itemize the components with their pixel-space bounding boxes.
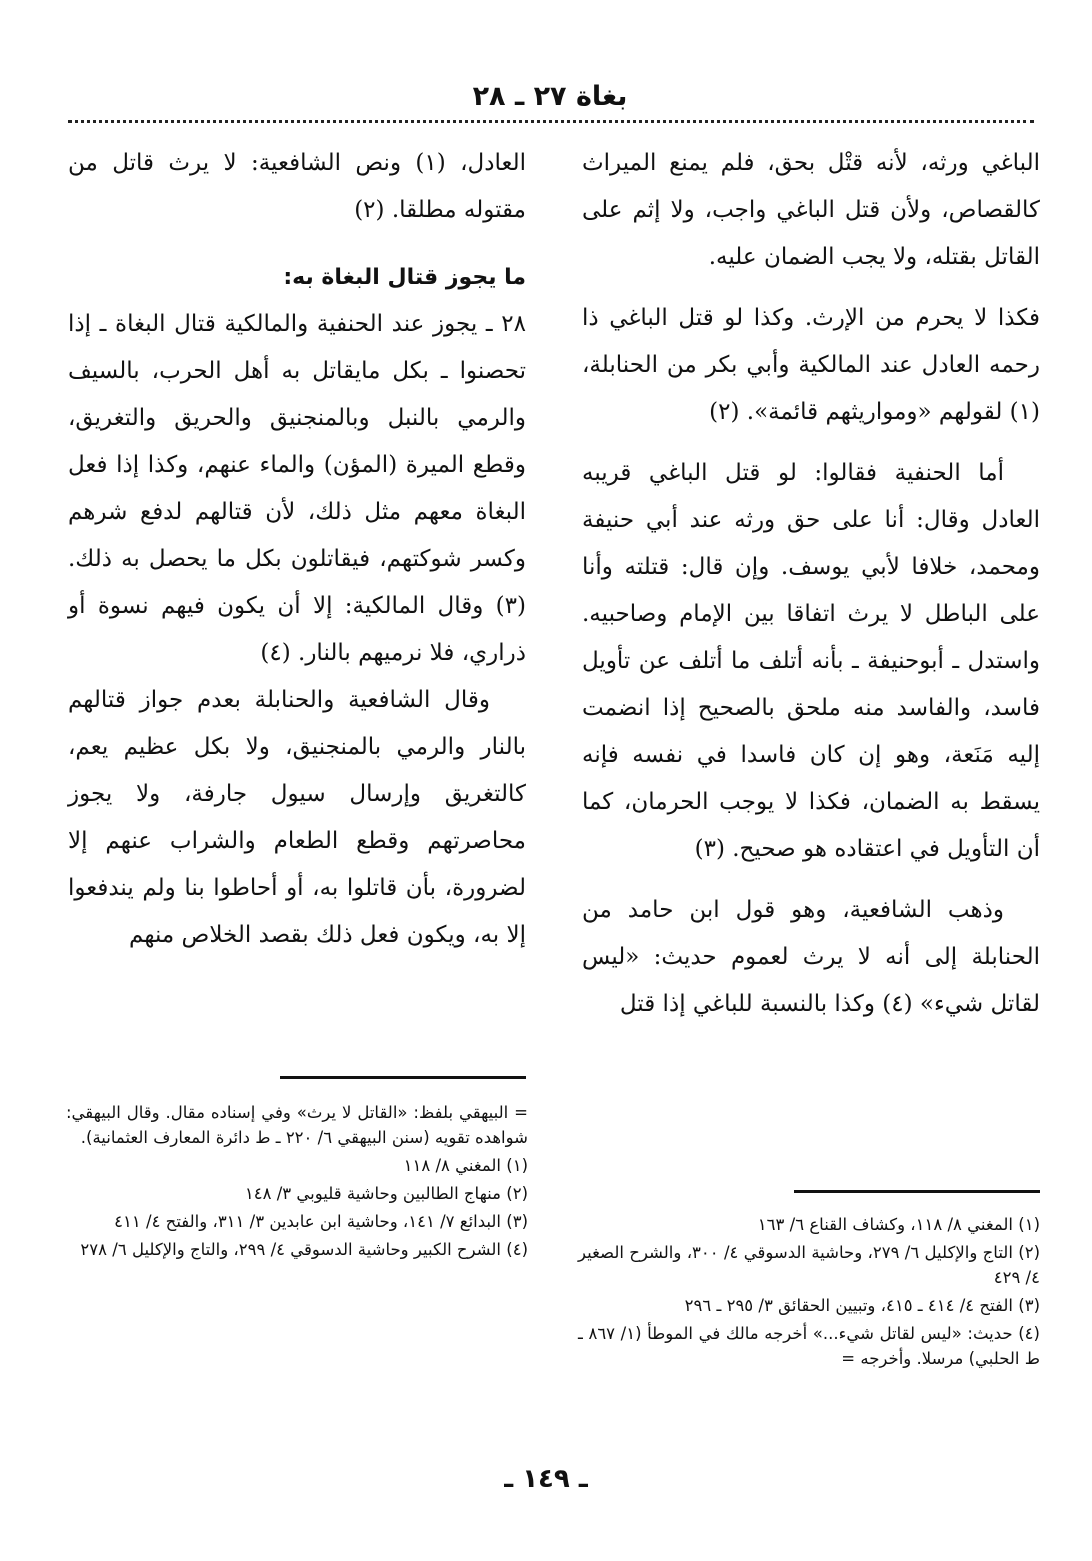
left-paragraph-3: وقال الشافعية والحنابلة بعدم جواز قتالهم بالنار والرمي بالمنجنيق، ولا بكل عظيم يعم، كالتغريق وإرسال سيول جارفة، ولا يجوز محاصرتهم وقطع الطعام والشراب عنهم إلا لضرورة، بأن قاتلوا به، أو أحاطوا بنا ولم يندفعوا إلا به، ويكون فعل ذلك بقصد الخلاص منهم xyxy=(68,687,526,948)
footnote-left-3: (٣) البدائع ٧/ ١٤١، وحاشية ابن عابدين ٣/ ٣١١، والفتح ٤/ ٤١١ xyxy=(114,1212,528,1231)
footnote-rule-left xyxy=(280,1076,526,1079)
footnotes-left xyxy=(66,1100,528,1265)
footnote-left-1: (١) المغني ٨/ ١١٨ xyxy=(403,1156,528,1175)
footnote-left-4: (٤) الشرح الكبير وحاشية الدسوقي ٤/ ٢٩٩، والتاج والإكليل ٦/ ٢٧٨ xyxy=(80,1240,528,1259)
footnote-right-4: (٤) حديث: «ليس لقاتل شيء...» أخرجه مالك في الموطأ (١/ ٨٦٧ ـ ط الحلبي) مرسلا. وأخرجه = xyxy=(578,1324,1040,1368)
footnote-left-continued: = البيهقي بلفظ: «القاتل لا يرث» وفي إسناده مقال. وقال البيهقي: شواهده تقويه (سنن البيهقي ٦/ ٢٢٠ ـ ط دائرة المعارف العثمانية). xyxy=(66,1103,528,1147)
footnote-rule-right xyxy=(794,1190,1040,1193)
left-paragraph-1: العادل، (١) ونص الشافعية: لا يرث قاتل من مقتوله مطلقا. (٢) xyxy=(68,150,526,223)
section-heading: ما يجوز قتال البغاة به: xyxy=(283,265,526,290)
right-paragraph-1: الباغي ورثه، لأنه قتْل بحق، فلم يمنع الميراث كالقصاص، ولأن قتل الباغي واجب، ولا إثم على القاتل بقتله، ولا يجب الضمان عليه. xyxy=(582,150,1040,270)
header-dotted-rule xyxy=(68,120,1034,123)
right-paragraph-4: وذهب الشافعية، وهو قول ابن حامد من الحنابلة إلى أنه لا يرث لعموم حديث: «ليس لقاتل شيء» (٤) وكذا بالنسبة للباغي إذا قتل xyxy=(582,897,1040,1017)
footnote-right-3: (٣) الفتح ٤/ ٤١٤ ـ ٤١٥، وتبيين الحقائق ٣/ ٢٩٥ ـ ٢٩٦ xyxy=(684,1296,1040,1315)
footnote-left-2: (٢) منهاج الطالبين وحاشية قليوبي ٣/ ١٤٨ xyxy=(244,1184,528,1203)
footnote-right-1: (١) المغني ٨/ ١١٨، وكشاف القناع ٦/ ١٦٣ xyxy=(757,1215,1040,1234)
right-column xyxy=(582,140,1040,1028)
footnotes-right xyxy=(578,1212,1040,1374)
right-paragraph-2: فكذا لا يحرم من الإرث. وكذا لو قتل الباغي ذا رحمه العادل عند المالكية وأبي بكر من الحنابلة، (١) لقولهم «ومواريثهم قائمة». (٢) xyxy=(582,305,1040,425)
page-number: ـ ١٤٩ ـ xyxy=(504,1464,588,1494)
left-column xyxy=(68,140,526,959)
running-header: بغاة ٢٧ ـ ٢٨ xyxy=(472,81,628,112)
footnote-right-2: (٢) التاج والإكليل ٦/ ٢٧٩، وحاشية الدسوقي ٤/ ٣٠٠، والشرح الصغير ٤/ ٤٢٩ xyxy=(578,1243,1040,1287)
left-paragraph-2: ٢٨ ـ يجوز عند الحنفية والمالكية قتال البغاة ـ إذا تحصنوا ـ بكل مايقاتل به أهل الحرب، بالسيف والرمي بالنبل وبالمنجنيق والحريق والتغريق، وقطع الميرة (المؤن) والماء عنهم، وكذا إذا فعل البغاة معهم مثل ذلك، لأن قتالهم لدفع شرهم وكسر شوكتهم، فيقاتلون بكل ما يحصل به ذلك. (٣) وقال المالكية: إلا أن يكون فيهم نسوة أو ذراري، فلا نرميهم بالنار. (٤) xyxy=(68,311,526,666)
right-paragraph-3: أما الحنفية فقالوا: لو قتل الباغي قريبه العادل وقال: أنا على حق ورثه عند أبي حنيفة ومحمد، خلافا لأبي يوسف. وإن قال: قتلته وأنا على الباطل لا يرث اتفاقا بين الإمام وصاحبيه. واستدل ـ أبوحنيفة ـ بأنه أتلف ما أتلف عن تأويل فاسد، والفاسد منه ملحق بالصحيح إذا انضمت إليه مَنَعة، وهو إن كان فاسدا في نفسه فإنه يسقط به الضمان، فكذا لا يوجب الحرمان، كما أن التأويل في اعتقاده هو صحيح. (٣) xyxy=(582,460,1040,862)
